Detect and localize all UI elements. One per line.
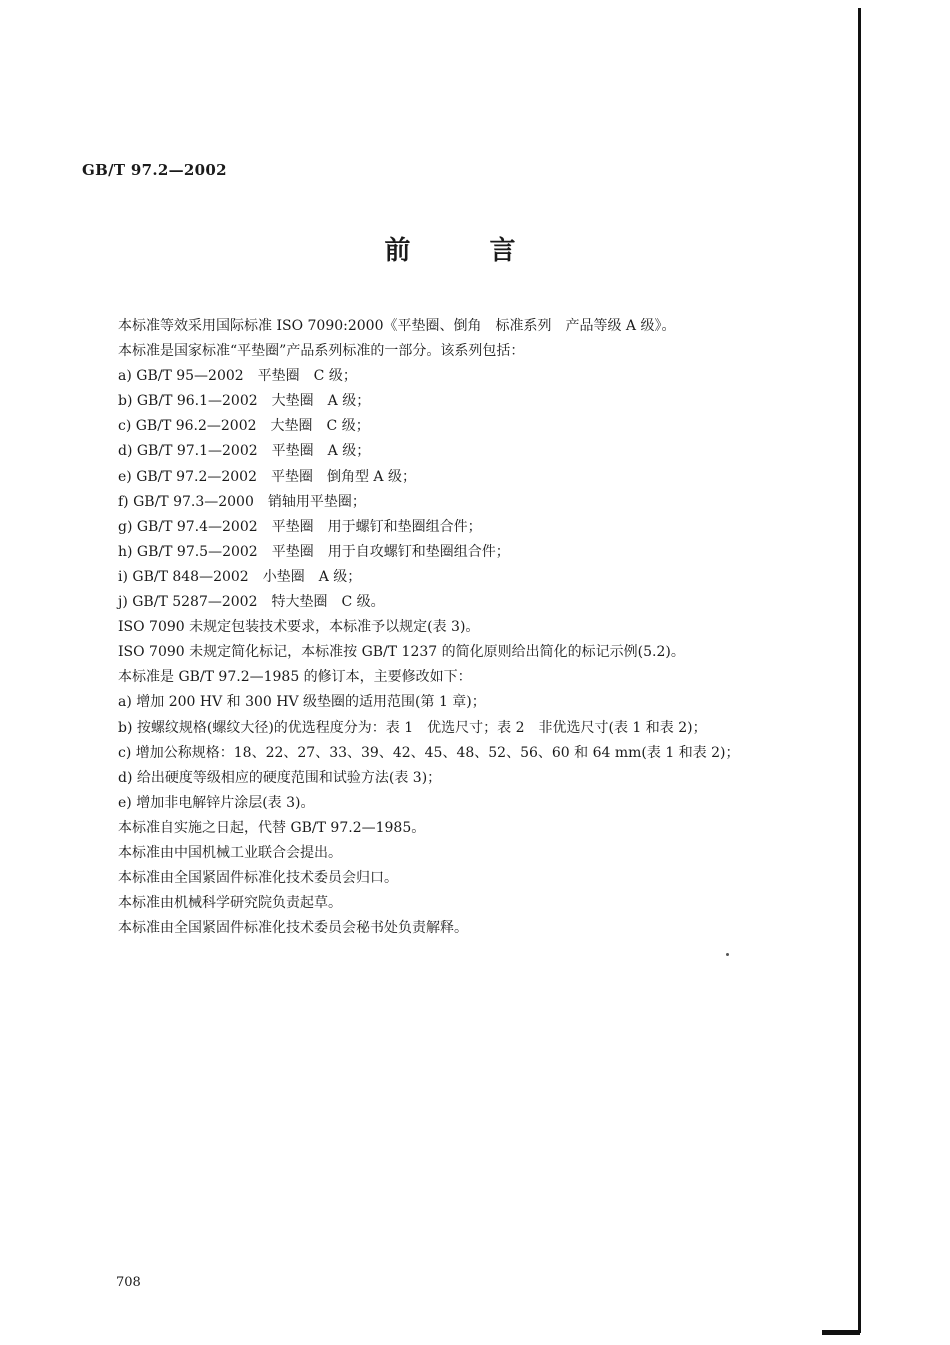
page-edge-line <box>858 8 861 1333</box>
text-line: ISO 7090 未规定包装技术要求，本标准予以规定(表 3)。 <box>118 619 480 636</box>
list-item: a) GB/T 95—2002 平垫圈 C 级； <box>118 368 357 385</box>
text-line: 本标准自实施之日起，代替 GB/T 97.2—1985。 <box>118 819 426 836</box>
list-item: h) GB/T 97.5—2002 平垫圈 用于自攻螺钉和垫圈组合件； <box>118 543 510 560</box>
text-line: 本标准是 GB/T 97.2—1985 的修订本，主要修改如下： <box>118 669 472 686</box>
foreword-body <box>118 314 818 941</box>
list-item: f) GB/T 97.3—2000 销轴用平垫圈； <box>118 493 366 510</box>
page-number: 708 <box>116 1275 141 1290</box>
standard-code: GB/T 97.2—2002 <box>82 161 227 179</box>
list-item: e) 增加非电解锌片涂层(表 3)。 <box>118 794 315 811</box>
list-item: i) GB/T 848—2002 小垫圈 A 级； <box>118 568 362 585</box>
list-item: b) GB/T 96.1—2002 大垫圈 A 级； <box>118 393 371 410</box>
page-title: 前 言 <box>384 236 516 266</box>
text-line: 本标准是国家标准“平垫圈”产品系列标准的一部分。该系列包括： <box>118 343 525 360</box>
text-line: 本标准由全国紧固件标准化技术委员会归口。 <box>118 870 398 887</box>
text-line: 本标准由中国机械工业联合会提出。 <box>118 844 342 861</box>
scan-speck <box>726 953 729 956</box>
list-item: d) 给出硬度等级相应的硬度范围和试验方法(表 3)； <box>118 769 442 786</box>
list-item: j) GB/T 5287—2002 特大垫圈 C 级。 <box>118 594 385 611</box>
list-item: b) 按螺纹规格(螺纹大径)的优选程度分为：表 1 优选尺寸；表 2 非优选尺寸(表 1 和表 2)； <box>118 719 707 736</box>
list-item: c) 增加公称规格：18、22、27、33、39、42、45、48、52、56、60 和 64 mm(表 1 和表 2)； <box>118 744 740 761</box>
list-item: c) GB/T 96.2—2002 大垫圈 C 级； <box>118 418 370 435</box>
list-item: g) GB/T 97.4—2002 平垫圈 用于螺钉和垫圈组合件； <box>118 518 482 535</box>
text-line: ISO 7090 未规定简化标记，本标准按 GB/T 1237 的简化原则给出简化的标记示例(5.2)。 <box>118 644 685 661</box>
list-item: d) GB/T 97.1—2002 平垫圈 A 级； <box>118 443 371 460</box>
page-edge-mark <box>822 1330 860 1335</box>
list-item: a) 增加 200 HV 和 300 HV 级垫圈的适用范围(第 1 章)； <box>118 694 486 711</box>
text-line: 本标准等效采用国际标准 ISO 7090:2000《平垫圈、倒角 标准系列 产品等级 A 级》。 <box>118 318 676 334</box>
text-line: 本标准由全国紧固件标准化技术委员会秘书处负责解释。 <box>118 920 468 937</box>
list-item: e) GB/T 97.2—2002 平垫圈 倒角型 A 级； <box>118 468 416 485</box>
text-line: 本标准由机械科学研究院负责起草。 <box>118 895 342 912</box>
